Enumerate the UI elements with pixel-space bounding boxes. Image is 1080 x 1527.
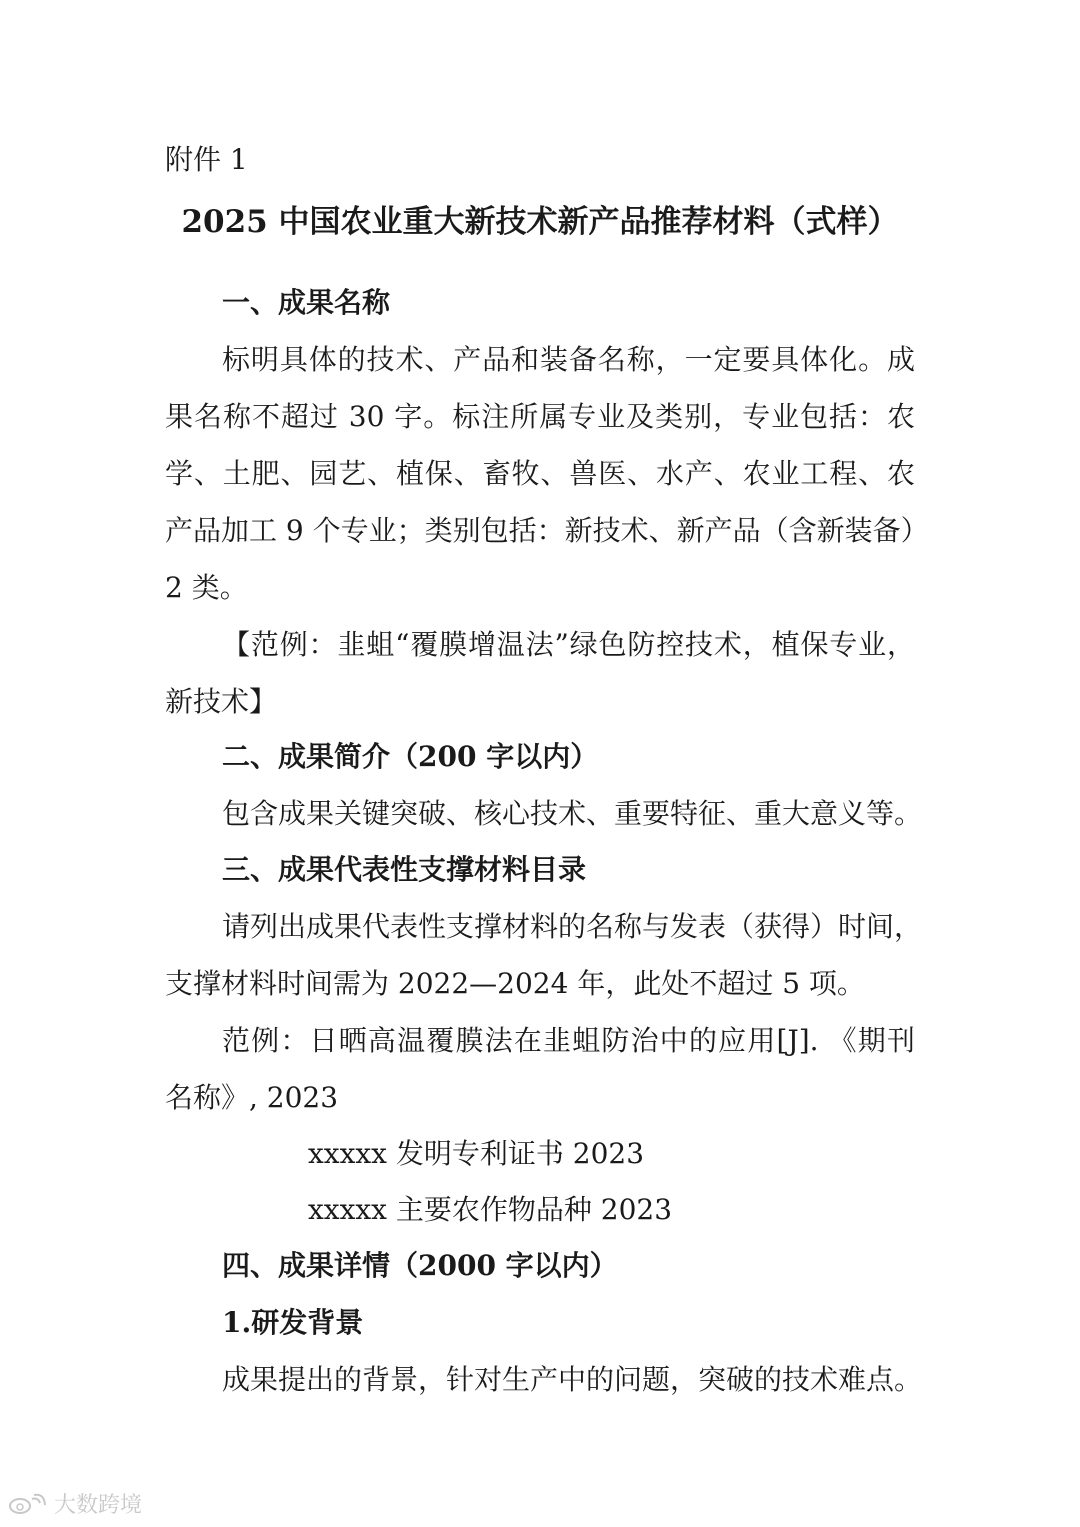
section3-example: 范例：日晒高温覆膜法在韭蛆防治中的应用[J]. 《期刊: [222, 1024, 915, 1057]
section3-example: 名称》, 2023: [165, 1081, 339, 1114]
section1-line: 产品加工 9 个专业；类别包括：新技术、新产品（含新装备）: [165, 514, 929, 547]
document-title: 2025 中国农业重大新技术新产品推荐材料（式样）: [181, 204, 899, 240]
section4-heading: 四、成果详情（2000 字以内）: [222, 1249, 618, 1282]
section1-line: 果名称不超过 30 字。标注所属专业及类别，专业包括：农: [165, 400, 915, 433]
section2-heading: 二、成果简介（200 字以内）: [222, 740, 599, 773]
section3-heading: 三、成果代表性支撑材料目录: [222, 853, 587, 886]
watermark: [8, 1488, 142, 1519]
section1-line: 标明具体的技术、产品和装备名称，一定要具体化。成: [222, 343, 915, 376]
attachment-label: 附件 1: [165, 143, 248, 176]
section3-line: 支撑材料时间需为 2022—2024 年，此处不超过 5 项。: [165, 967, 865, 1000]
section3-line: 请列出成果代表性支撑材料的名称与发表（获得）时间，: [222, 910, 923, 943]
watermark-text: 大数跨境: [54, 1493, 143, 1518]
reference-item: xxxxx 主要农作物品种 2023: [308, 1193, 673, 1226]
section1-heading: 一、成果名称: [222, 286, 391, 319]
reference-item: xxxxx 发明专利证书 2023: [308, 1137, 645, 1170]
section1-example: 新技术】: [165, 685, 278, 718]
section4-subheading: 1.研发背景: [222, 1306, 364, 1339]
section1-example: 【范例：韭蛆“覆膜增温法”绿色防控技术，植保专业，: [222, 628, 915, 661]
section1-line: 2 类。: [165, 571, 248, 604]
section1-line: 学、土肥、园艺、植保、畜牧、兽医、水产、农业工程、农: [165, 457, 915, 490]
section2-line: 包含成果关键突破、核心技术、重要特征、重大意义等。: [222, 797, 923, 830]
weibo-logo-icon: [8, 1493, 48, 1515]
section4-line: 成果提出的背景，针对生产中的问题，突破的技术难点。: [222, 1363, 923, 1396]
